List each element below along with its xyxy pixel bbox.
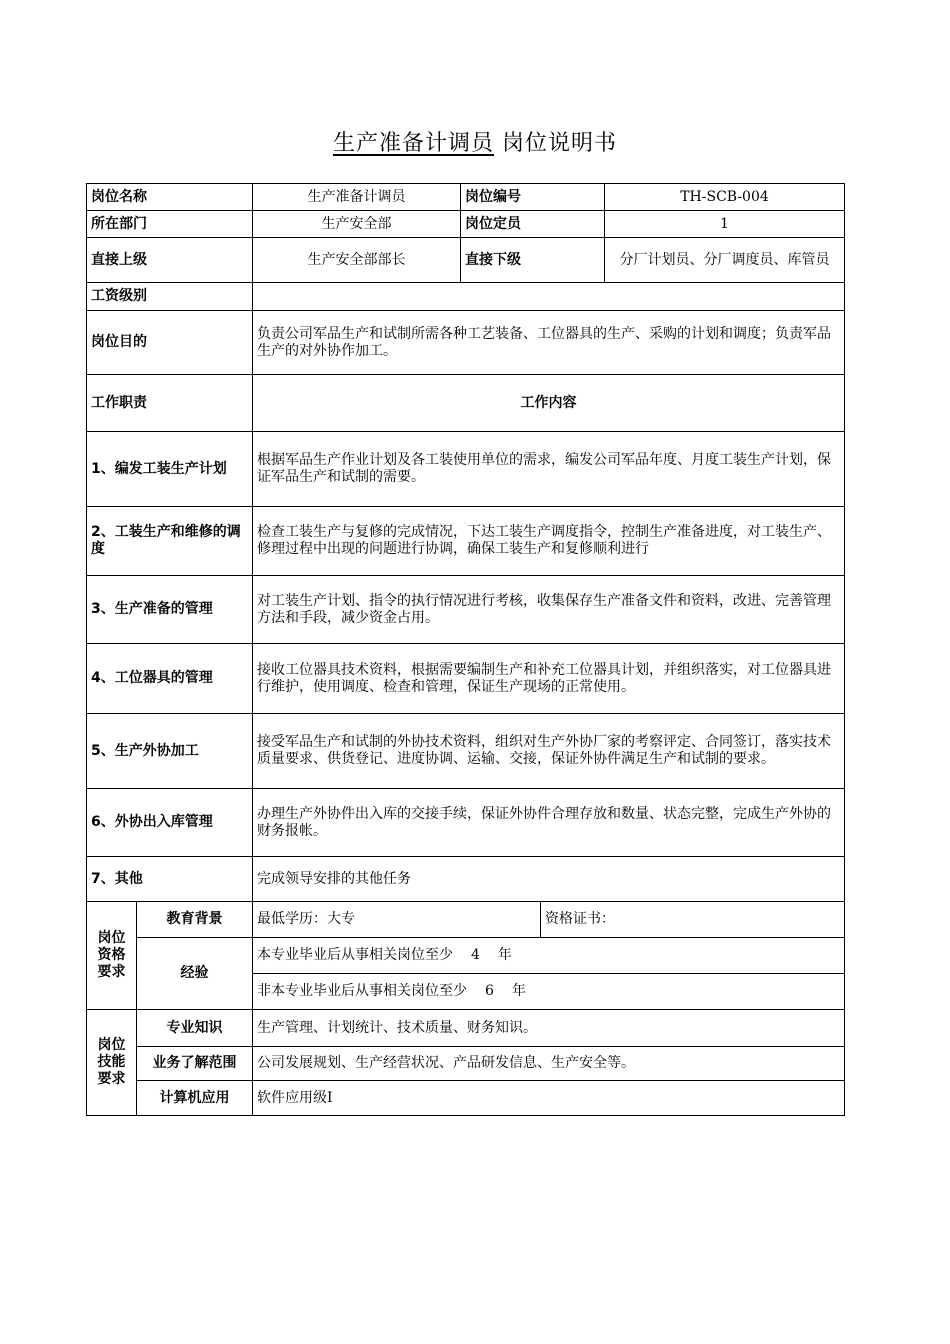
row-duties-header bbox=[87, 375, 845, 432]
subordinate-label: 直接下级 bbox=[461, 238, 605, 283]
certificate-label: 资格证书： bbox=[541, 902, 845, 938]
row-position-name bbox=[87, 184, 845, 211]
duty-name: 7、其他 bbox=[87, 857, 253, 902]
superior-label: 直接上级 bbox=[87, 238, 253, 283]
business-value: 公司发展规划、生产经营状况、产品研发信息、生产安全等。 bbox=[253, 1047, 845, 1081]
row-business bbox=[87, 1047, 845, 1081]
duty-row bbox=[87, 432, 845, 507]
duty-name: 6、外协出入库管理 bbox=[87, 789, 253, 857]
exp2-text: 非本专业毕业后从事相关岗位至少 bbox=[257, 983, 467, 999]
duty-name: 4、工位器具的管理 bbox=[87, 644, 253, 714]
duty-row bbox=[87, 714, 845, 789]
duty-text: 根据军品生产作业计划及各工装使用单位的需求，编发公司军品年度、月度工装生产计划，保证军品生产和试制的需要。 bbox=[253, 432, 845, 507]
duty-row bbox=[87, 789, 845, 857]
row-purpose bbox=[87, 311, 845, 375]
title-suffix: 岗位说明书 bbox=[502, 131, 618, 156]
duties-label: 工作职责 bbox=[87, 375, 253, 432]
education-value: 最低学历：大专 bbox=[253, 902, 541, 938]
row-experience-1 bbox=[87, 938, 845, 974]
row-education bbox=[87, 902, 845, 938]
duty-text: 办理生产外协件出入库的交接手续，保证外协件合理存放和数量、状态完整，完成生产外协的财务报帐。 bbox=[253, 789, 845, 857]
department-label: 所在部门 bbox=[87, 211, 253, 238]
position-name-label: 岗位名称 bbox=[87, 184, 253, 211]
duty-text: 接受军品生产和试制的外协技术资料，组织对生产外协厂家的考察评定、合同签订，落实技术质量要求、供货登记、进度协调、运输、交接，保证外协件满足生产和试制的要求。 bbox=[253, 714, 845, 789]
row-knowledge bbox=[87, 1010, 845, 1047]
position-name-value: 生产准备计调员 bbox=[253, 184, 461, 211]
duty-text: 检查工装生产与复修的完成情况，下达工装生产调度指令，控制生产准备进度，对工装生产、修理过程中出现的问题进行协调，确保工装生产和复修顺利进行 bbox=[253, 507, 845, 576]
exp2-unit: 年 bbox=[511, 983, 526, 999]
skills-group-label: 岗位技能要求 bbox=[87, 1010, 137, 1116]
salary-value bbox=[253, 283, 845, 311]
duty-name: 3、生产准备的管理 bbox=[87, 576, 253, 644]
education-label: 教育背景 bbox=[137, 902, 253, 938]
title-position: 生产准备计调员 bbox=[332, 131, 494, 156]
duty-text: 接收工位器具技术资料，根据需要编制生产和补充工位器具计划，并组织落实，对工位器具进行维护，使用调度、检查和管理，保证生产现场的正常使用。 bbox=[253, 644, 845, 714]
computer-label: 计算机应用 bbox=[137, 1081, 253, 1116]
duty-row bbox=[87, 507, 845, 576]
headcount-label: 岗位定员 bbox=[461, 211, 605, 238]
business-label: 业务了解范围 bbox=[137, 1047, 253, 1081]
purpose-text: 负责公司军品生产和试制所需各种工艺装备、工位器具的生产、采购的计划和调度；负责军品生产的对外协作加工。 bbox=[253, 311, 845, 375]
position-code-value: TH-SCB-004 bbox=[605, 184, 845, 211]
exp2-years: 6 bbox=[485, 983, 494, 999]
exp1-years: 4 bbox=[471, 947, 480, 963]
job-description-table bbox=[86, 183, 845, 1116]
knowledge-label: 专业知识 bbox=[137, 1010, 253, 1047]
qualification-group-label: 岗位资格要求 bbox=[87, 902, 137, 1010]
computer-value: 软件应用级Ⅰ bbox=[253, 1081, 845, 1116]
purpose-label: 岗位目的 bbox=[87, 311, 253, 375]
row-superior bbox=[87, 238, 845, 283]
subordinate-value: 分厂计划员、分厂调度员、库管员 bbox=[605, 238, 845, 283]
department-value: 生产安全部 bbox=[253, 211, 461, 238]
duty-text: 完成领导安排的其他任务 bbox=[253, 857, 845, 902]
knowledge-value: 生产管理、计划统计、技术质量、财务知识。 bbox=[253, 1010, 845, 1047]
duty-text: 对工装生产计划、指令的执行情况进行考核，收集保存生产准备文件和资料，改进、完善管理方法和手段，减少资金占用。 bbox=[253, 576, 845, 644]
experience-line-1 bbox=[253, 938, 845, 974]
duty-row bbox=[87, 576, 845, 644]
duty-name: 5、生产外协加工 bbox=[87, 714, 253, 789]
salary-label: 工资级别 bbox=[87, 283, 253, 311]
experience-label: 经验 bbox=[137, 938, 253, 1010]
experience-line-2 bbox=[253, 974, 845, 1010]
duty-name: 2、工装生产和维修的调度 bbox=[87, 507, 253, 576]
page-title bbox=[0, 126, 950, 157]
superior-value: 生产安全部部长 bbox=[253, 238, 461, 283]
exp1-text: 本专业毕业后从事相关岗位至少 bbox=[257, 947, 453, 963]
position-code-label: 岗位编号 bbox=[461, 184, 605, 211]
headcount-value: 1 bbox=[605, 211, 845, 238]
row-computer bbox=[87, 1081, 845, 1116]
row-department bbox=[87, 211, 845, 238]
duty-row bbox=[87, 857, 845, 902]
duty-name: 1、编发工装生产计划 bbox=[87, 432, 253, 507]
duty-row bbox=[87, 644, 845, 714]
duties-content-header: 工作内容 bbox=[253, 375, 845, 432]
row-salary bbox=[87, 283, 845, 311]
exp1-unit: 年 bbox=[497, 947, 512, 963]
